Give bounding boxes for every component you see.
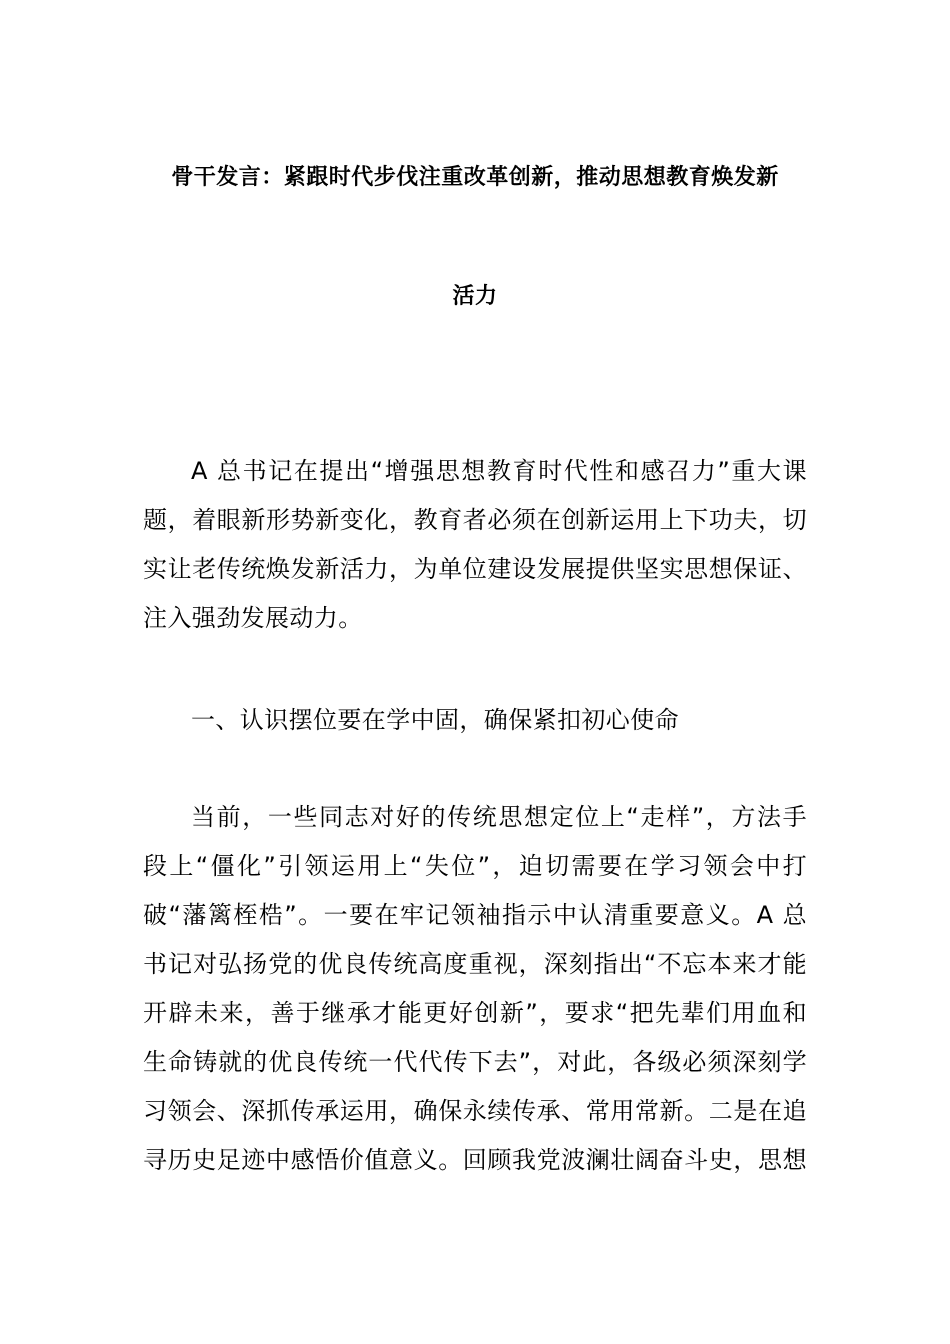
paragraph-line: 书记对弘扬党的优良传统高度重视，深刻指出“不忘本来才能 bbox=[143, 950, 807, 978]
section-heading-1 bbox=[143, 696, 807, 745]
document-title-line-2: 活力 bbox=[452, 284, 498, 309]
paragraph-line: 当前，一些同志对好的传统思想定位上“走样”，方法手 bbox=[191, 803, 807, 831]
paragraph-line: 寻历史足迹中感悟价值意义。回顾我党波澜壮阔奋斗史，思想 bbox=[143, 1146, 807, 1174]
section-heading-text: 一、认识摆位要在学中固，确保紧扣初心使命 bbox=[191, 706, 679, 734]
paragraph-line: 实让老传统焕发新活力，为单位建设发展提供坚实思想保证、 bbox=[143, 555, 807, 583]
paragraph-intro bbox=[143, 447, 807, 643]
paragraph-line: 注入强劲发展动力。 bbox=[143, 604, 363, 632]
paragraph-line: 生命铸就的优良传统一代代传下去”，对此，各级必须深刻学 bbox=[143, 1048, 807, 1076]
paragraph-line: 破“藩篱桎梏”。一要在牢记领袖指示中认清重要意义。A 总 bbox=[143, 901, 807, 929]
paragraph-line: 习领会、深抓传承运用，确保永续传承、常用常新。二是在追 bbox=[143, 1097, 807, 1125]
paragraph-section-1 bbox=[143, 793, 807, 1185]
paragraph-line: 段上“僵化”引领运用上“失位”，迫切需要在学习领会中打 bbox=[143, 852, 807, 880]
paragraph-line: 开辟未来，善于继承才能更好创新”，要求“把先辈们用血和 bbox=[143, 999, 807, 1027]
paragraph-line: 题，着眼新形势新变化，教育者必须在创新运用上下功夫，切 bbox=[143, 506, 807, 534]
document-title-line-1: 骨干发言：紧跟时代步伐注重改革创新，推动思想教育焕发新 bbox=[171, 165, 779, 190]
paragraph-line: A 总书记在提出“增强思想教育时代性和感召力”重大课 bbox=[191, 457, 807, 485]
